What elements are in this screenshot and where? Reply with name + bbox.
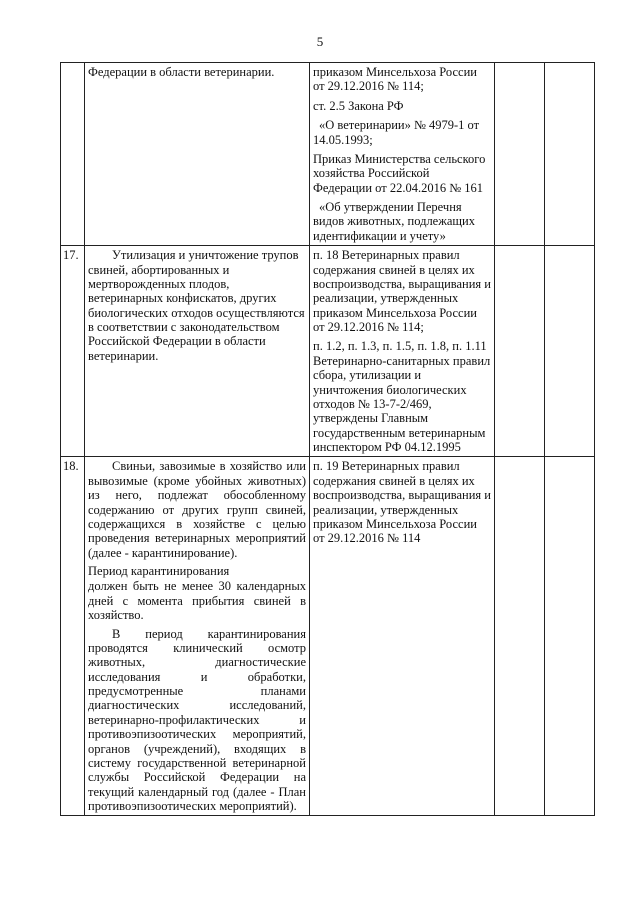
row-number-cell [61, 246, 85, 457]
empty-cell [545, 63, 595, 246]
requirement-text: Утилизация и уничтожение трупов свиней, абортированных и мертворожденных плодов, ветеринарных конфискатов, других биологических отходов осуществляются в соответствии с законодательством Российской Федерации в области ветеринарии. [88, 248, 305, 363]
reference-text: п. 19 Ветеринарных правил содержания свиней в целях их воспроизводства, выращивания и реализации, утвержденных приказом Минсельхоза России от 29.12.2016 № 114 [313, 459, 491, 546]
empty-cell [495, 246, 545, 457]
row-number: 17. [63, 248, 79, 263]
table-row [61, 246, 595, 457]
page-number: 5 [316, 34, 324, 49]
requirement-text: Федерации в области ветеринарии. [88, 65, 275, 79]
empty-cell [495, 63, 545, 246]
requirement-text: Свиньи, завозимые в хозяйство или вывозимые (кроме убойных животных) из него, подлежат обособленному содержанию от других групп свиней, содержащихся в хозяйстве с целью проведения ветеринарных мероприятий (далее - карантинирование). [88, 459, 306, 560]
reference-cell [310, 246, 495, 457]
reference-cell [310, 457, 495, 816]
reference-cell [310, 63, 495, 246]
reference-text: приказом Минсельхоза России от 29.12.2016 № 114; [313, 65, 477, 94]
requirement-text: Период карантинирования [88, 564, 230, 578]
row-number-cell [61, 63, 85, 246]
reference-text: Приказ Министерства сельского хозяйства Российской Федерации от 22.04.2016 № 161 [313, 151, 486, 195]
row-number-cell [61, 457, 85, 816]
reference-text: ст. 2.5 Закона РФ [313, 98, 404, 113]
empty-cell [545, 246, 595, 457]
table-row [61, 63, 595, 246]
reference-text: «Об утверждении Перечня видов животных, подлежащих идентификации и учету» [313, 200, 475, 243]
requirement-cell [85, 457, 310, 816]
reference-text: п. 1.2, п. 1.3, п. 1.5, п. 1.8, п. 1.11 Ветеринарно-санитарных правил сбора, утилизации и уничтожения биологических отходов № 13-7-2/469, утверждены Главным государственным ветеринарным инспектором РФ 04.12.1995 [313, 339, 491, 454]
empty-cell [495, 457, 545, 816]
table-row [61, 457, 595, 816]
empty-cell [545, 457, 595, 816]
requirement-text: В период карантинирования проводятся клинический осмотр животных, диагностические исследования и обработки, предусмотренные планами диагностических исследований, ветеринарно-профилактических и противоэпизоотических мероприятий, органов (учреждений), входящих в систему государственной ветеринарной службы Российской Федерации на текущий календарный год (далее - План противоэпизоотических мероприятий). [88, 626, 306, 813]
requirement-cell [85, 246, 310, 457]
reference-text: «О ветеринарии» № 4979-1 от 14.05.1993; [313, 118, 480, 147]
row-number: 18. [63, 459, 79, 474]
reference-text: п. 18 Ветеринарных правил содержания свиней в целях их воспроизводства, выращивания и реализации, утвержденных приказом Минсельхоза России от 29.12.2016 № 114; [313, 248, 491, 334]
requirement-cell [85, 63, 310, 246]
requirement-text: должен быть не менее 30 календарных дней с момента прибытия свиней в хозяйство. [88, 579, 306, 623]
requirements-table [60, 62, 595, 816]
